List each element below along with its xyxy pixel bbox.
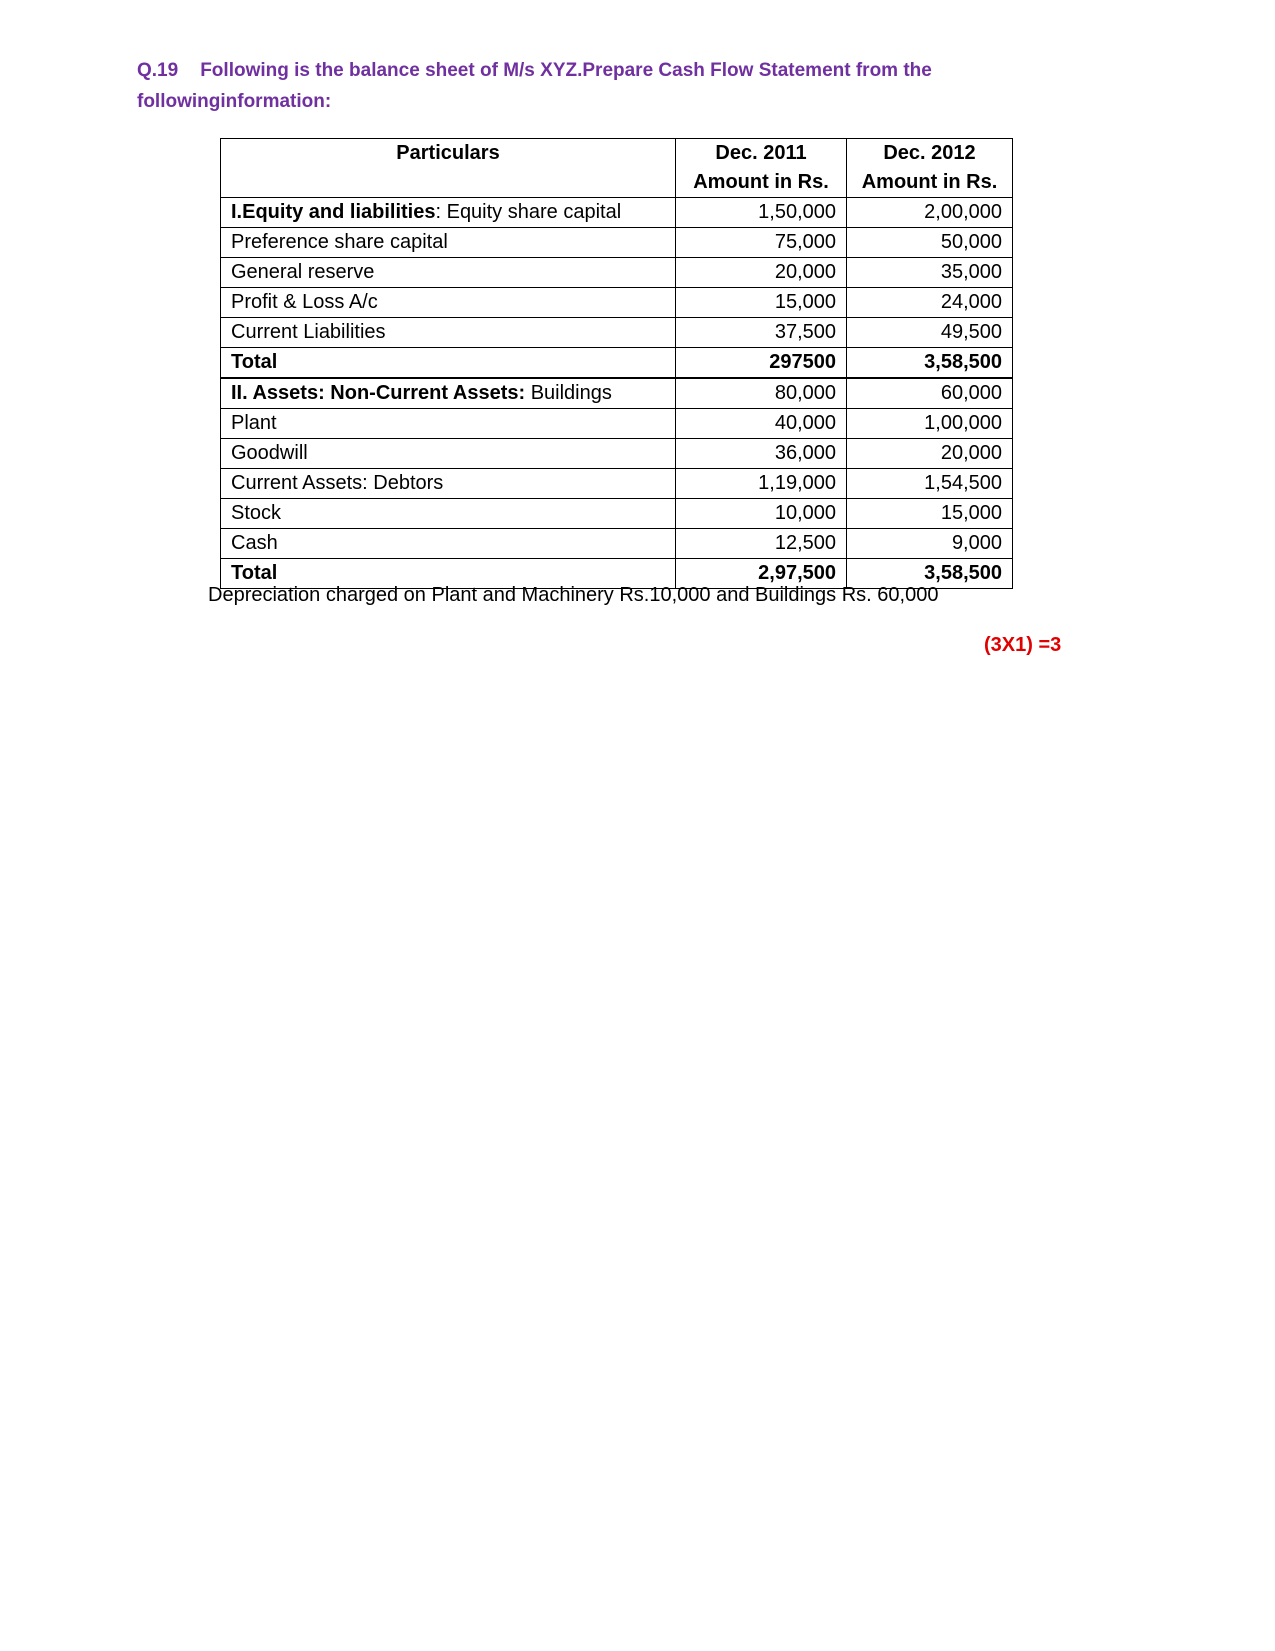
row-value-2012: 2,00,000: [847, 198, 1013, 228]
marks-label: (3X1) =3: [984, 634, 1062, 656]
row-label: [221, 198, 676, 228]
row-value-2011: 10,000: [676, 499, 847, 529]
table-row: [221, 198, 1013, 228]
question-text: [137, 55, 1037, 117]
row-label: [221, 378, 676, 409]
table-row: [221, 409, 1013, 439]
row-value-2011: 15,000: [676, 288, 847, 318]
row-value-2012: 3,58,500: [847, 559, 1013, 589]
row-value-2011: 20,000: [676, 258, 847, 288]
row-value-2011: 1,50,000: [676, 198, 847, 228]
row-value-2011: 80,000: [676, 378, 847, 409]
total-row-liabilities: [221, 348, 1013, 379]
row-value-2011: 2,97,500: [676, 559, 847, 589]
row-value-2011: 1,19,000: [676, 469, 847, 499]
depreciation-note: Depreciation charged on Plant and Machinery Rs.10,000 and Buildings Rs. 60,000: [208, 584, 939, 606]
row-value-2011: 12,500: [676, 529, 847, 559]
table-row: [221, 258, 1013, 288]
row-label: Current Assets: Debtors: [221, 469, 676, 499]
row-value-2011: 75,000: [676, 228, 847, 258]
row-value-2011: 297500: [676, 348, 847, 379]
header-dec-2011-date: Dec. 2011: [715, 142, 807, 164]
row-value-2012: 1,00,000: [847, 409, 1013, 439]
row-label-text: Buildings: [525, 382, 612, 404]
row-label: General reserve: [221, 258, 676, 288]
row-label: Plant: [221, 409, 676, 439]
row-label: Total: [221, 348, 676, 379]
question-line-2: followinginformation:: [137, 91, 332, 112]
table-row: [221, 499, 1013, 529]
header-dec-2012: [847, 139, 1013, 198]
row-value-2012: 50,000: [847, 228, 1013, 258]
row-label-bold: II. Assets: Non-Current Assets:: [231, 382, 526, 404]
table-row: [221, 469, 1013, 499]
row-value-2012: 1,54,500: [847, 469, 1013, 499]
table-row: [221, 228, 1013, 258]
row-label: Total: [221, 559, 676, 589]
row-label: Stock: [221, 499, 676, 529]
row-label: Goodwill: [221, 439, 676, 469]
header-dec-2012-date: Dec. 2012: [883, 142, 976, 164]
row-value-2012: 3,58,500: [847, 348, 1013, 379]
row-label: Cash: [221, 529, 676, 559]
row-value-2012: 49,500: [847, 318, 1013, 348]
row-label: Preference share capital: [221, 228, 676, 258]
table-row: [221, 288, 1013, 318]
table-header-row: [221, 139, 1013, 198]
row-value-2012: 24,000: [847, 288, 1013, 318]
balance-sheet-table: [220, 138, 1013, 589]
header-particulars: Particulars: [221, 139, 676, 198]
header-dec-2011: [676, 139, 847, 198]
table-row: [221, 439, 1013, 469]
row-label-bold: I.Equity and liabilities: [231, 201, 436, 223]
row-label-text: : Equity share capital: [435, 201, 622, 223]
table-row: [221, 529, 1013, 559]
row-value-2012: 60,000: [847, 378, 1013, 409]
question-line-1: Following is the balance sheet of M/s XYZ.Prepare Cash Flow Statement from the: [200, 60, 932, 81]
header-dec-2012-unit: Amount in Rs.: [861, 171, 998, 193]
row-value-2011: 37,500: [676, 318, 847, 348]
table-row: [221, 378, 1013, 409]
row-label: Current Liabilities: [221, 318, 676, 348]
row-value-2012: 20,000: [847, 439, 1013, 469]
row-value-2012: 9,000: [847, 529, 1013, 559]
header-dec-2011-unit: Amount in Rs.: [693, 171, 829, 193]
row-value-2012: 35,000: [847, 258, 1013, 288]
row-value-2011: 40,000: [676, 409, 847, 439]
question-number: Q.19: [137, 60, 179, 81]
row-value-2011: 36,000: [676, 439, 847, 469]
row-value-2012: 15,000: [847, 499, 1013, 529]
table-row: [221, 318, 1013, 348]
row-label: Profit & Loss A/c: [221, 288, 676, 318]
